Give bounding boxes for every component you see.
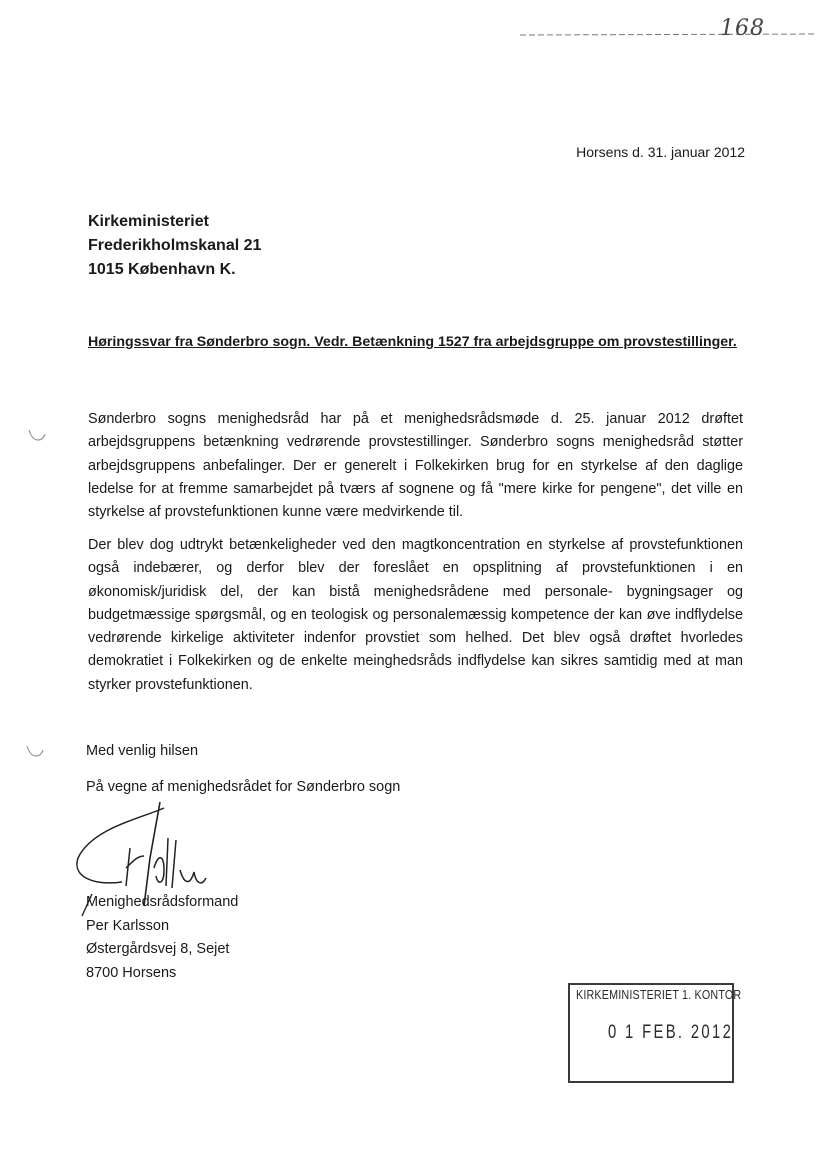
signatory-city: 8700 Horsens	[86, 964, 177, 981]
recipient-street: Frederikholmskanal 21	[88, 237, 262, 254]
body-paragraph-2: Der blev dog udtrykt betænkeligheder ved den magtkoncentration en styrkelse af provstefunktionen også indebærer, og derfor blev der foreslået en opsplitning af provstefunktionen i en økonomisk/juridisk del, der kan bistå menighedsrådene med personale- bygningsager og budgetmæssige spørgsmål, og en teologisk og personalemæssig kompetence der kan øve indflydelse vedrørende kirkelige aktiviteter indenfor provstiet som helhed. Det blev også drøftet hvorledes demokratiet i Folkekirken og de enkelte meinghedsråds indflydelse kan sikres samtidig med at man styrker provstefunktionen.	[88, 537, 743, 693]
page-number-mark	[520, 18, 815, 44]
closing-greeting: Med venlig hilsen	[86, 743, 199, 759]
signatory-name: Per Karlsson	[86, 917, 170, 934]
received-stamp	[568, 983, 742, 1083]
recipient-city: 1015 København K.	[88, 261, 236, 278]
page-number: 168	[720, 16, 765, 41]
punch-hole-icon	[26, 424, 48, 446]
stamp-header: KIRKEMINISTERIET 1. KONTOR	[576, 988, 742, 1002]
recipient-name: Kirkeministeriet	[88, 213, 209, 230]
body-paragraph-1: Sønderbro sogns menighedsråd har på et menighedsrådsmøde d. 25. januar 2012 drøftet arbejdsgruppens betænkning vedrørende provstestillinger. Sønderbro sogns menighedsråd støtter arbejdsgruppens anbefalinger. Der er generelt i Folkekirken brug for en styrkelse af den daglige ledelse for at fremme samarbejdet på tværs af sognene og få "mere kirke for pengene", det ville en styrkelse af provstefunktionen kunne være medvirkende til.	[88, 411, 743, 521]
on-behalf-line: På vegne af menighedsrådet for Sønderbro sogn	[86, 779, 401, 795]
date-line: Horsens d. 31. januar 2012	[576, 144, 745, 160]
signatory-title: Menighedsrådsformand	[86, 894, 239, 910]
punch-hole-icon	[24, 740, 46, 762]
recipient-address	[88, 210, 261, 282]
subject-line: Høringssvar fra Sønderbro sogn. Vedr. Betænkning 1527 fra arbejdsgruppe om provstestillinger.	[88, 334, 737, 350]
page-number-line	[520, 18, 815, 44]
stamp-date: 0 1 FEB. 2012	[608, 1022, 734, 1043]
signatory-block	[86, 891, 238, 985]
signatory-street: Østergårdsvej 8, Sejet	[86, 941, 230, 957]
